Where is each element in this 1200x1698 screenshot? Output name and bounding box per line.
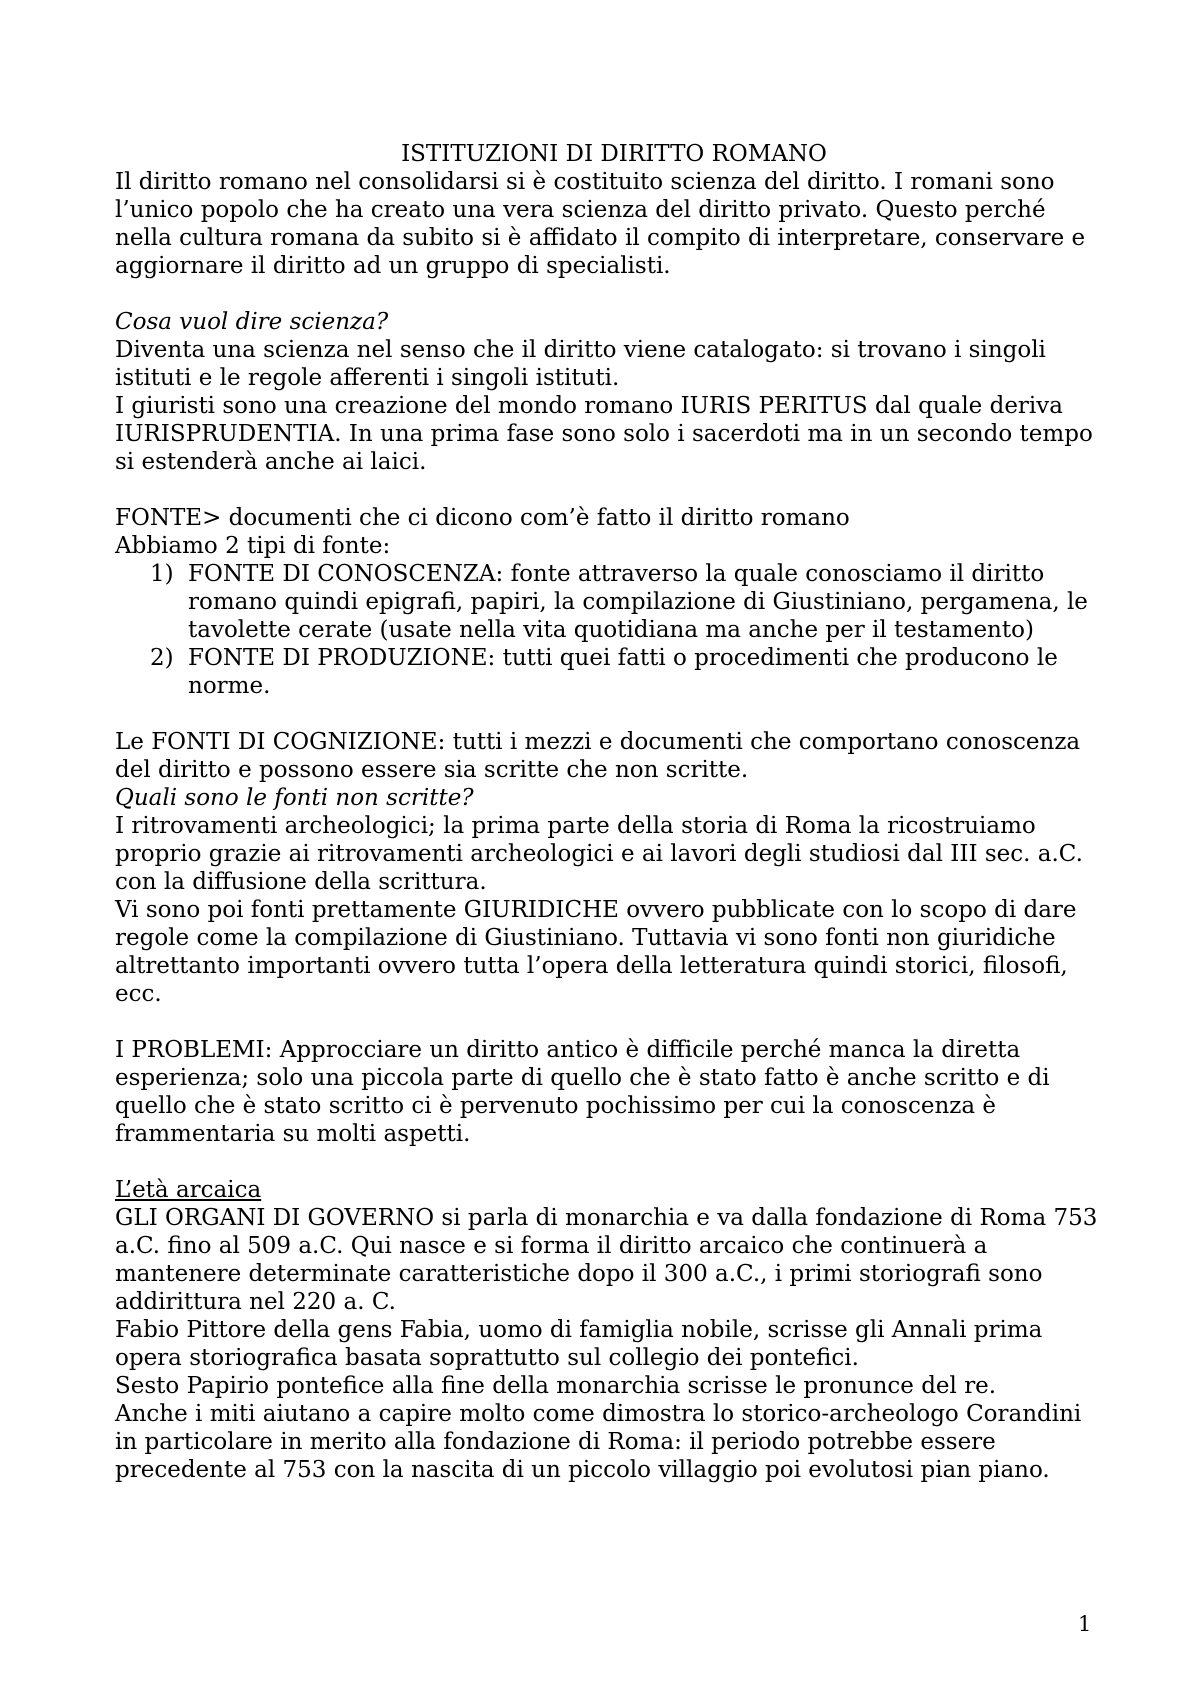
list-item-number: 2) bbox=[150, 645, 174, 671]
blank-line bbox=[115, 1008, 1105, 1036]
blank-line bbox=[115, 476, 1105, 504]
fonte-definition: FONTE> documenti che ci dicono com’è fatto il diritto romano bbox=[115, 505, 850, 531]
paragraph: Fabio Pittore della gens Fabia, uomo di famiglia nobile, scrisse gli Annali prima opera storiografica basata soprattutto sul collegio dei pontefici. bbox=[115, 1317, 1043, 1371]
blank-line bbox=[115, 1148, 1105, 1176]
paragraph: I ritrovamenti archeologici; la prima parte della storia di Roma la ricostruiamo proprio grazie ai ritrovamenti archeologici e ai lavori degli studiosi dal III sec. a.C. con la diffusione della scrittura. bbox=[115, 813, 1083, 895]
paragraph: I giuristi sono una creazione del mondo romano IURIS PERITUS dal quale deriva IURISPRUDENTIA. In una prima fase sono solo i sacerdoti ma in un secondo tempo si estenderà anche ai laici. bbox=[115, 393, 1093, 475]
blank-line bbox=[115, 280, 1105, 308]
blank-line bbox=[115, 700, 1105, 728]
paragraph: Diventa una scienza nel senso che il diritto viene catalogato: si trovano i singoli istituti e le regole afferenti i singoli istituti. bbox=[115, 337, 1046, 391]
paragraph: Anche i miti aiutano a capire molto come dimostra lo storico-archeologo Corandini in particolare in merito alla fondazione di Roma: il periodo potrebbe essere precedente al 753 con la nascita di un piccolo villaggio poi evolutosi pian piano. bbox=[115, 1401, 1082, 1483]
paragraph: Sesto Papirio pontefice alla fine della monarchia scrisse le pronunce del re. bbox=[115, 1373, 997, 1399]
document-title: ISTITUZIONI DI DIRITTO ROMANO bbox=[401, 141, 827, 167]
fonte-list bbox=[115, 560, 1105, 700]
section-heading: L’età arcaica bbox=[115, 1177, 262, 1203]
document-body bbox=[115, 140, 1105, 1484]
paragraph: I PROBLEMI: Approcciare un diritto antico è difficile perché manca la diretta esperienza; solo una piccola parte di quello che è stato fatto è anche scritto e di quello che è stato scritto ci è pervenuto pochissimo per cui la conoscenza è frammentaria su molti aspetti. bbox=[115, 1037, 1050, 1147]
question-heading: Quali sono le fonti non scritte? bbox=[115, 785, 474, 811]
paragraph: Vi sono poi fonti prettamente GIURIDICHE ovvero pubblicate con lo scopo di dare regole come la compilazione di Giustiniano. Tuttavia vi sono fonti non giuridiche altrettanto importanti ovvero tutta l’opera della letteratura quindi storici, filosofi, ecc. bbox=[115, 897, 1077, 1007]
paragraph: GLI ORGANI DI GOVERNO si parla di monarchia e va dalla fondazione di Roma 753 a.C. fino al 509 a.C. Qui nasce e si forma il diritto arcaico che continuerà a mantenere determinate caratteristiche dopo il 300 a.C., i primi storiografi sono addirittura nel 220 a. C. bbox=[115, 1205, 1098, 1315]
question-heading: Cosa vuol dire scienza? bbox=[115, 309, 389, 335]
list-item-number: 1) bbox=[150, 561, 174, 587]
list-item bbox=[115, 560, 1105, 644]
paragraph: Le FONTI DI COGNIZIONE: tutti i mezzi e documenti che comportano conoscenza del diritto e possono essere sia scritte che non scritte. bbox=[115, 729, 1081, 783]
fonte-types-intro: Abbiamo 2 tipi di fonte: bbox=[115, 533, 391, 559]
list-item-text: FONTE DI PRODUZIONE: tutti quei fatti o procedimenti che producono le norme. bbox=[188, 645, 1058, 699]
page-number: 1 bbox=[1078, 1612, 1092, 1636]
paragraph: Il diritto romano nel consolidarsi si è costituito scienza del diritto. I romani sono l’unico popolo che ha creato una vera scienza del diritto privato. Questo perché nella cultura romana da subito si è affidato il compito di interpretare, conservare e aggiornare il diritto ad un gruppo di specialisti. bbox=[115, 169, 1086, 279]
list-item-text: FONTE DI CONOSCENZA: fonte attraverso la quale conosciamo il diritto romano quindi epigrafi, papiri, la compilazione di Giustiniano, pergamena, le tavolette cerate (usate nella vita quotidiana ma anche per il testamento) bbox=[188, 561, 1088, 643]
list-item bbox=[115, 644, 1105, 700]
